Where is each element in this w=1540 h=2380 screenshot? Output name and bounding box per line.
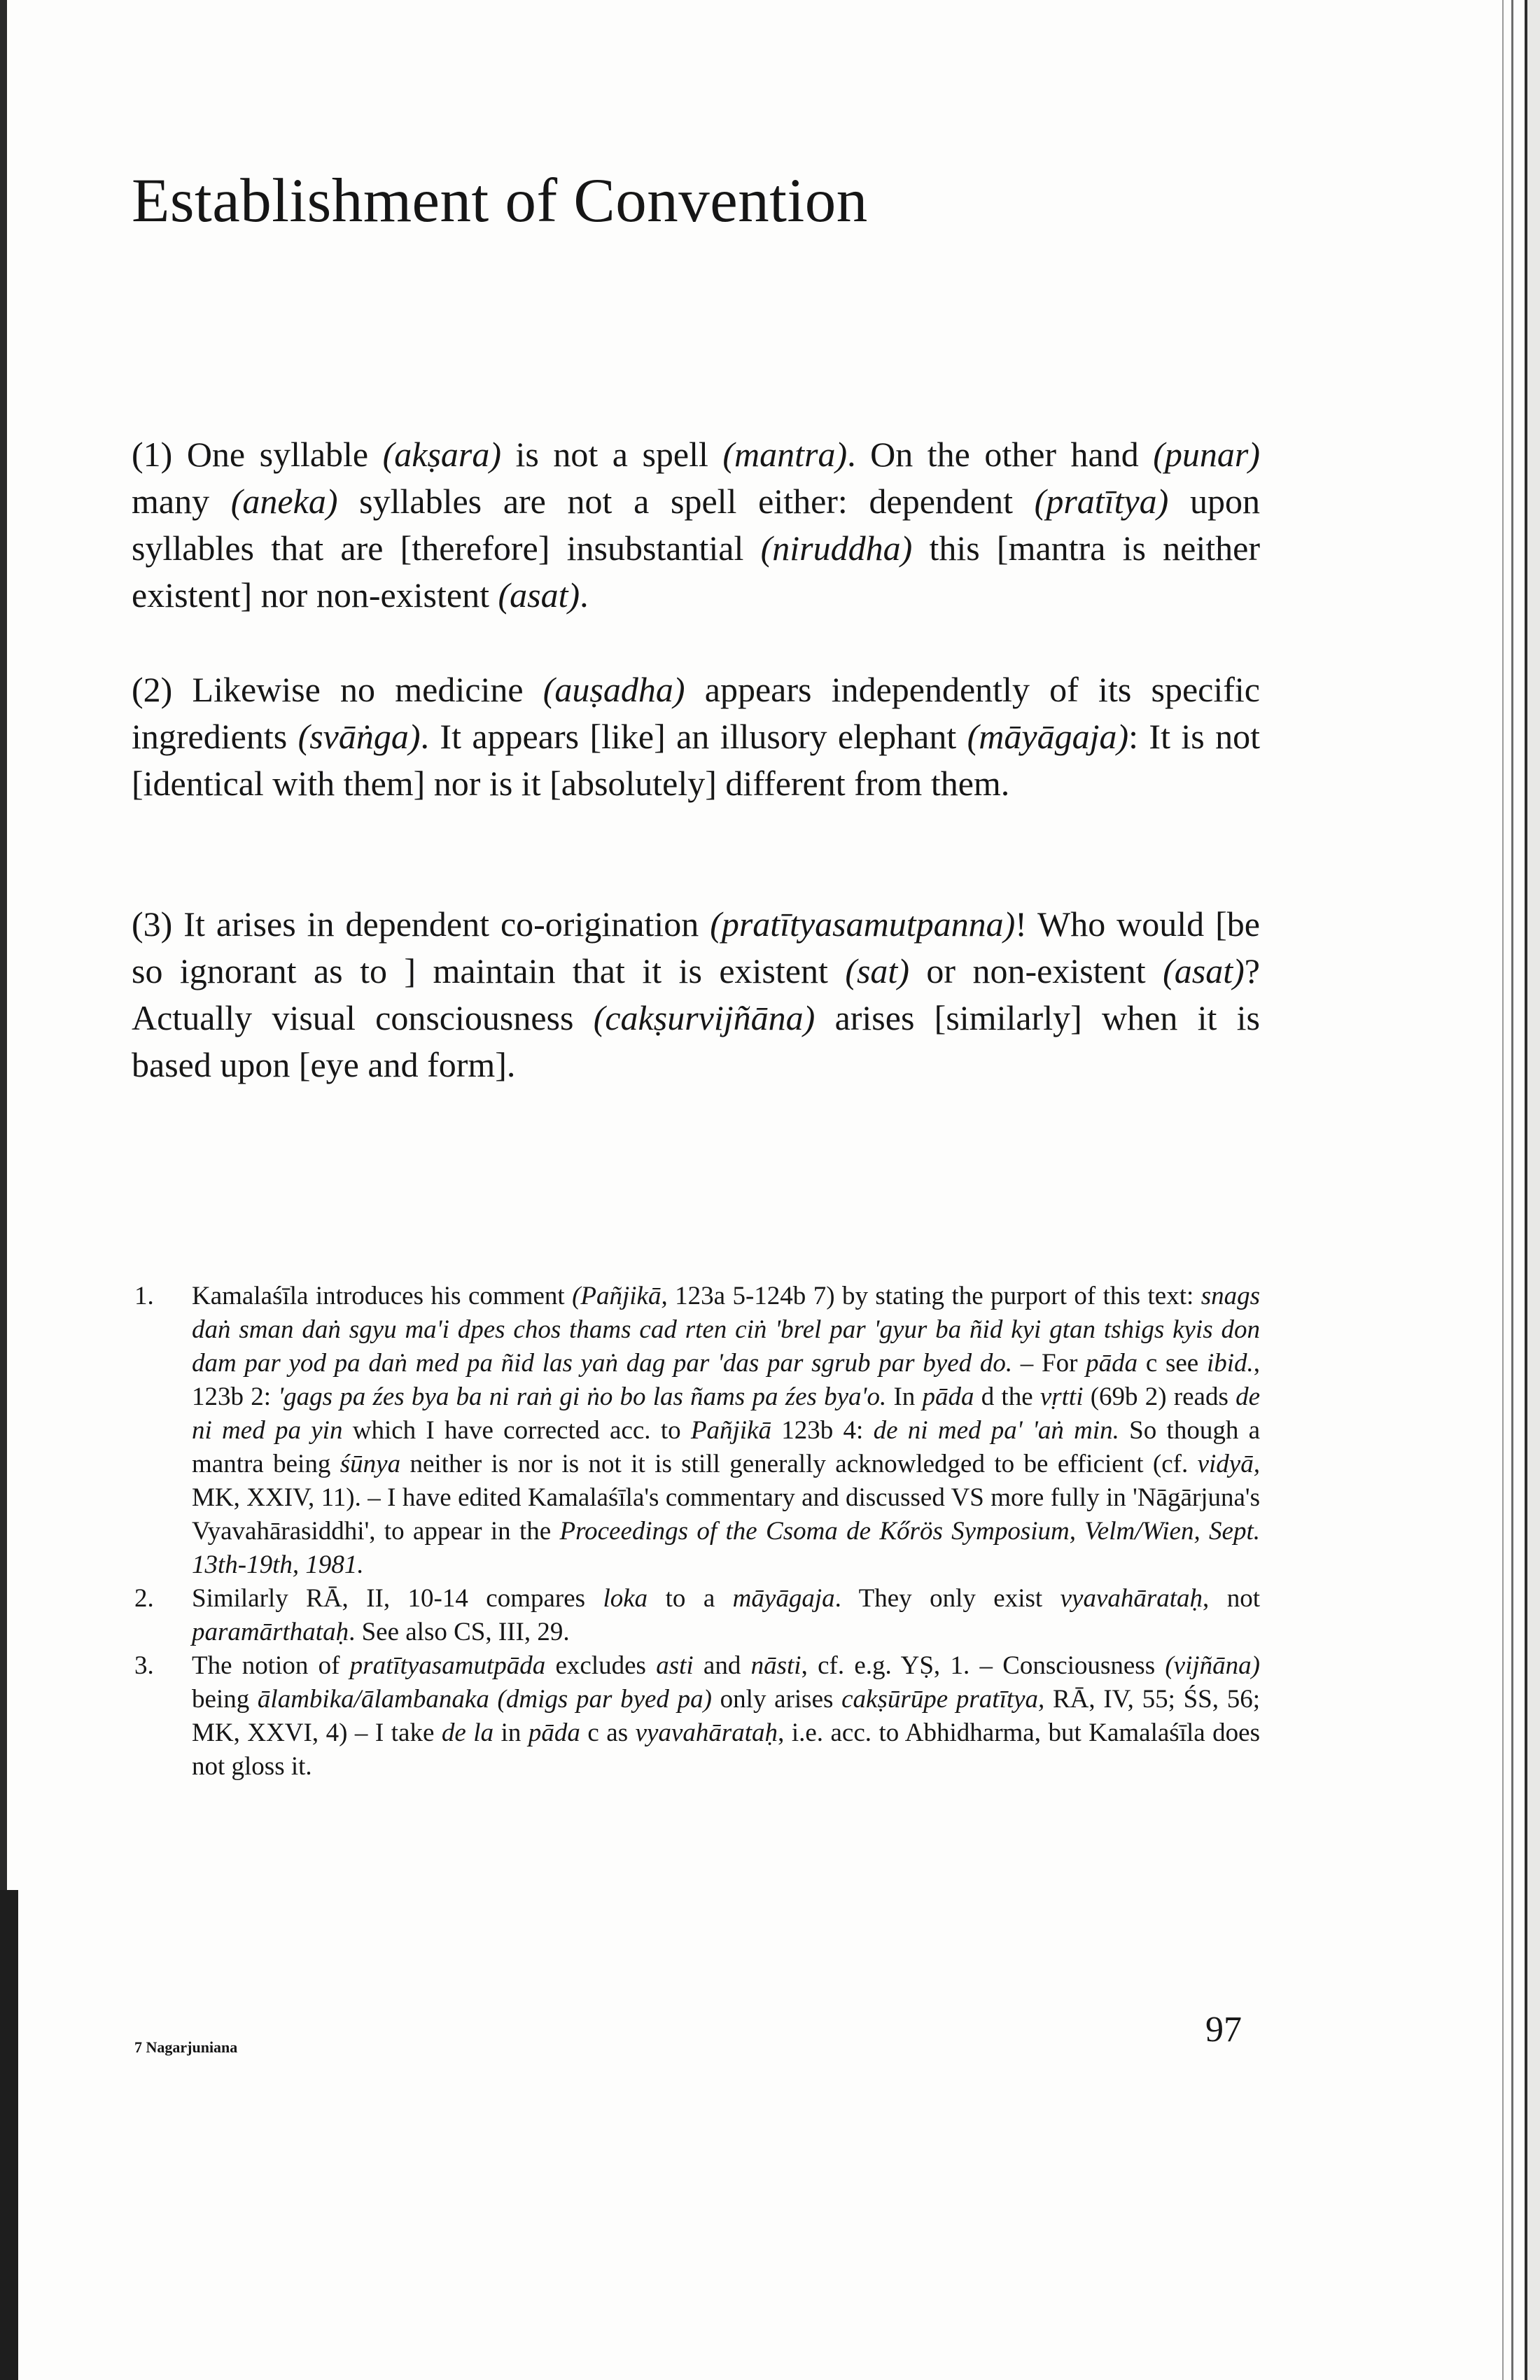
scan-right-line bbox=[1502, 0, 1504, 2380]
footnote-1: 1. Kamalaśīla introduces his comment (Pañjikā, 123a 5-124b 7) by stating the purport of this text: snags daṅ sman daṅ sgyu ma'i dpes chos thams cad rten ciṅ 'brel par 'gyur ba ñid kyi gtan tshigs kyis don dam par yod pa daṅ med pa ñid las yaṅ dag par 'das par sgrub par byed do. – For pāda c see ibid., 123b 2: 'gags pa źes bya ba ni raṅ gi ṅo bo las ñams pa źes bya'o. In pāda d the vṛtti (69b 2) reads de ni med pa yin which I have corrected acc. to Pañjikā 123b 4: de ni med pa' 'aṅ min. So though a mantra being śūnya neither is nor is not it is still generally acknowledged to be efficient (cf. vidyā, MK, XXIV, 11). – I have edited Kamalaśīla's commentary and discussed VS more fully in 'Nāgārjuna's Vyavahārasiddhi', to appear in the Proceedings of the Csoma de Kőrös Symposium, Velm/Wien, Sept. 13th-19th, 1981. bbox=[134, 1280, 1260, 1582]
page-number: 97 bbox=[1205, 2010, 1242, 2050]
footnote-2: 2. Similarly RĀ, II, 10-14 compares loka to a māyāgaja. They only exist vyavahārataḥ, not paramārthataḥ. See also CS, III, 29. bbox=[134, 1582, 1260, 1649]
signature-mark: 7 Nagarjuniana bbox=[134, 2038, 238, 2056]
scan-right-edge bbox=[1525, 0, 1540, 2380]
verse-number: (3) bbox=[132, 904, 173, 944]
footnote-3: 3. The notion of pratītyasamutpāda excludes asti and nāsti, cf. e.g. YṢ, 1. – Consciousness (vijñāna) being ālambika/ālambanaka (dmigs par byed pa) only arises cakṣūrūpe pratītya, RĀ, IV, 55; ŚS, 56; MK, XXVI, 4) – I take de la in pāda c as vyavahārataḥ, i.e. acc. to Abhidharma, but Kamalaśīla does not gloss it. bbox=[134, 1649, 1260, 1784]
scan-right-line bbox=[1511, 0, 1513, 2380]
verse-3: (3) It arises in dependent co-origination (pratītyasamutpanna)! Who would [be so ignorant as to ] maintain that it is existent (sat) or non-existent (asat)? Actually visual consciousness (cakṣurvijñāna) arises [similarly] when it is based upon [eye and form]. bbox=[132, 904, 1260, 1084]
scan-left-edge-lower bbox=[0, 1890, 18, 2380]
verse-1: (1) One syllable (akṣara) is not a spell (mantra). On the other hand (punar) many (aneka) syllables are not a spell either: dependent (pratītya) upon syllables that are [therefore] insubstantial (niruddha) this [mantra is neither existent] nor non-existent (asat). bbox=[132, 435, 1261, 615]
verse-number: (2) bbox=[132, 670, 173, 709]
verse-2: (2) Likewise no medicine (auṣadha) appears independently of its specific ingredients (svāṅga). It appears [like] an illusory elephant (māyāgaja): It is not [identical with them] nor is it [absolutely] different from them. bbox=[132, 670, 1261, 803]
footnote-number: 2. bbox=[134, 1584, 154, 1613]
footnote-number: 3. bbox=[134, 1651, 154, 1680]
footnote-number: 1. bbox=[134, 1282, 154, 1310]
footnotes bbox=[134, 1280, 1260, 1784]
verse-number: (1) bbox=[132, 435, 173, 474]
page-title: Establishment of Convention bbox=[132, 167, 868, 235]
